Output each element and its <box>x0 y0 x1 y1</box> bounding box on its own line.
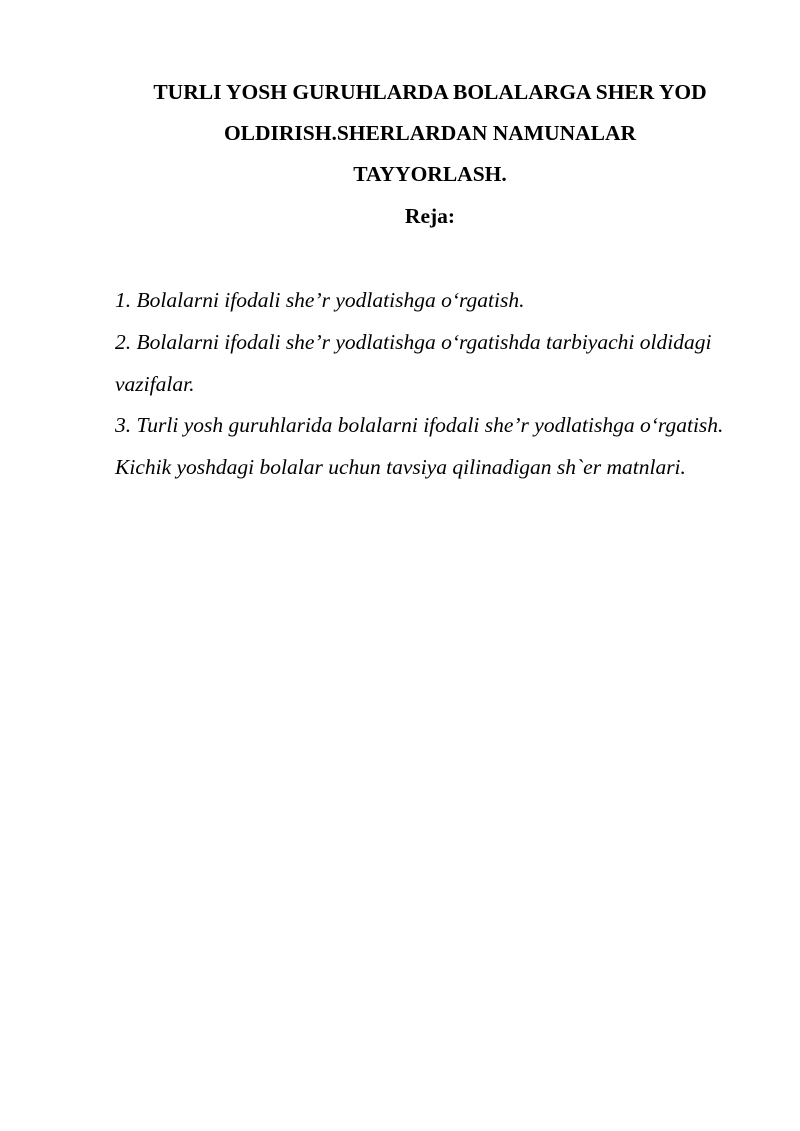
plan-item-4: Kichik yoshdagi bolalar uchun tavsiya qilinadigan sh`er matnlari. <box>115 455 686 480</box>
document-title <box>110 72 750 195</box>
title-line-2: OLDIRISH.SHERLARDAN NAMUNALAR <box>223 121 637 145</box>
plan-item-1: 1. Bolalarni ifodali she’r yodlatishga o‘rgatish. <box>115 288 525 312</box>
title-line-3: TAYYORLASH. <box>353 162 507 186</box>
plan-list <box>115 280 735 489</box>
plan-item-2: 2. Bolalarni ifodali she’r yodlatishga o‘rgatishda tarbiyachi oldidagi vazifalar. <box>115 329 712 396</box>
plan-heading: Reja: <box>404 204 456 228</box>
title-line-1: TURLI YOSH GURUHLARDA BOLALARGA SHER YOD <box>153 80 707 104</box>
plan-item-3: 3. Turli yosh guruhlarida bolalarni ifodali she’r yodlatishga o‘rgatish. <box>115 413 724 438</box>
